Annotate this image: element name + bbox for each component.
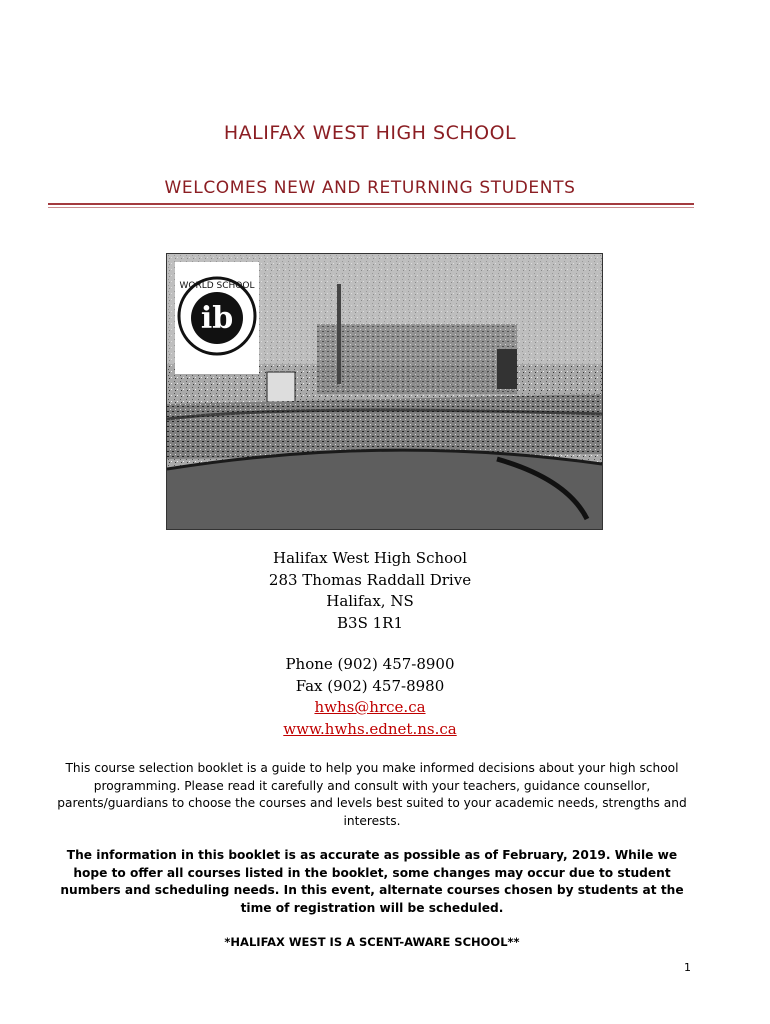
fax-number: Fax (902) 457-8980: [295, 676, 445, 695]
scent-aware-notice: *HALIFAX WEST IS A SCENT-AWARE SCHOOL**: [224, 935, 520, 949]
website-link[interactable]: www.hwhs.ednet.ns.ca: [283, 719, 457, 738]
school-title: HALIFAX WEST HIGH SCHOOL: [223, 122, 517, 144]
address-city: Halifax, NS: [326, 592, 414, 610]
title-divider-thin: [48, 207, 694, 208]
address-postal: B3S 1R1: [337, 613, 403, 632]
phone-number: Phone (902) 457-8900: [285, 655, 455, 673]
contact-block: [0, 654, 740, 740]
ib-mark: ib: [200, 301, 234, 336]
logo-text: WORLD SCHOOL: [179, 281, 255, 291]
intro-paragraph: This course selection booklet is a guide to help you make informed decisions about your high school programming. Please read it carefully and consult with your teachers, guidance counsellor, parents/guardians to choose the courses and levels best suited to your academic needs, strengths and interests.: [57, 761, 687, 828]
welcome-heading: WELCOMES NEW AND RETURNING STUDENTS: [164, 178, 576, 198]
email-link[interactable]: hwhs@hrce.ca: [314, 698, 426, 716]
notice-paragraph: The information in this booklet is as accurate as possible as of February, 2019. While we hope to offer all courses listed in the booklet, some changes may occur due to student numbers and scheduling needs. In this event, alternate courses chosen by students at the time of registration will be scheduled.: [60, 848, 684, 915]
page-number: 1: [684, 961, 691, 974]
ib-world-school-logo: [175, 262, 259, 374]
address-name: Halifax West High School: [272, 549, 467, 567]
title-divider: [48, 203, 694, 205]
address-street: 283 Thomas Raddall Drive: [268, 570, 472, 589]
address-block: [0, 548, 740, 634]
school-photo: [166, 253, 603, 530]
